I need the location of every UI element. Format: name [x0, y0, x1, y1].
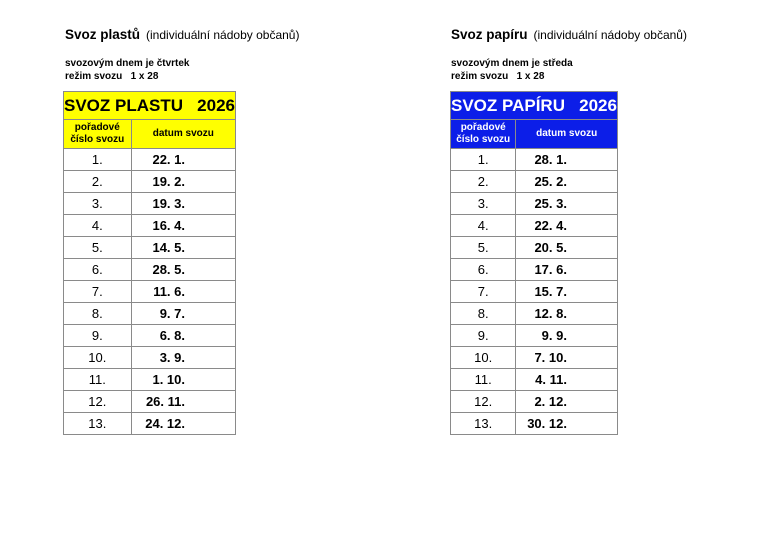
paper-heading-title: Svoz papíru: [451, 27, 528, 42]
paper-row-date-cell: [516, 149, 618, 171]
paper-row-number: 9.: [451, 325, 516, 347]
plastics-row-date-cell: [131, 149, 235, 171]
plastics-heading: [65, 27, 299, 42]
plastics-row-date-cell: [131, 259, 235, 281]
paper-row-number: 12.: [451, 391, 516, 413]
paper-collection-day: svozovým dnem je středa: [451, 58, 573, 69]
paper-row-date: 22. 4.: [534, 218, 567, 233]
plastics-row-date-cell: [131, 281, 235, 303]
plastics-row-number: 8.: [64, 303, 132, 325]
paper-row-number: 11.: [451, 369, 516, 391]
paper-row-date: 28. 1.: [534, 152, 567, 167]
plastics-row-date: 28. 5.: [152, 262, 185, 277]
paper-row-number: 4.: [451, 215, 516, 237]
plastics-row-date: 22. 1.: [152, 152, 185, 167]
plastics-row-number: 4.: [64, 215, 132, 237]
paper-row: [451, 193, 618, 215]
plastics-row: [64, 171, 236, 193]
paper-row: [451, 325, 618, 347]
plastics-info: [65, 57, 190, 83]
paper-row: [451, 259, 618, 281]
paper-row-date: 25. 2.: [534, 174, 567, 189]
plastics-row-number: 7.: [64, 281, 132, 303]
plastics-row: [64, 259, 236, 281]
paper-row-date: 9. 9.: [541, 328, 567, 343]
plastics-row: [64, 303, 236, 325]
paper-row-date: 4. 11.: [535, 372, 567, 387]
plastics-row: [64, 325, 236, 347]
paper-row-number: 8.: [451, 303, 516, 325]
plastics-row-date-cell: [131, 391, 235, 413]
plastics-row-number: 1.: [64, 149, 132, 171]
plastics-row-date: 16. 4.: [152, 218, 185, 233]
plastics-row-date: 11. 6.: [153, 284, 185, 299]
plastics-row-number: 12.: [64, 391, 132, 413]
paper-row-date-cell: [516, 303, 618, 325]
plastics-row-date-cell: [131, 369, 235, 391]
paper-row-date: 12. 8.: [534, 306, 567, 321]
plastics-table-title: SVOZ PLASTU 2026: [64, 92, 236, 120]
plastics-heading-subtitle: (individuální nádoby občanů): [146, 28, 300, 42]
plastics-row: [64, 347, 236, 369]
plastics-row-date: 26. 11.: [145, 394, 185, 409]
plastics-row-date-cell: [131, 215, 235, 237]
plastics-row: [64, 215, 236, 237]
paper-row-date-cell: [516, 193, 618, 215]
plastics-row-date: 6. 8.: [159, 328, 185, 343]
plastics-row-date: 24. 12.: [145, 416, 185, 431]
paper-row: [451, 237, 618, 259]
paper-row: [451, 281, 618, 303]
paper-row-date: 15. 7.: [534, 284, 567, 299]
paper-row: [451, 303, 618, 325]
paper-row: [451, 171, 618, 193]
plastics-row-date: 9. 7.: [159, 306, 185, 321]
paper-row: [451, 347, 618, 369]
plastics-row-date: 3. 9.: [159, 350, 185, 365]
paper-heading-subtitle: (individuální nádoby občanů): [533, 28, 687, 42]
paper-row: [451, 149, 618, 171]
paper-collection-mode: režim svozu 1 x 28: [451, 71, 545, 82]
plastics-row: [64, 237, 236, 259]
plastics-row: [64, 149, 236, 171]
paper-row: [451, 215, 618, 237]
plastics-row-date: 19. 2.: [152, 174, 185, 189]
plastics-col-header-date: datum svozu: [131, 120, 235, 149]
paper-row-number: 6.: [451, 259, 516, 281]
plastics-row-date-cell: [131, 325, 235, 347]
plastics-heading-title: Svoz plastů: [65, 27, 141, 42]
paper-row: [451, 369, 618, 391]
plastics-row: [64, 413, 236, 435]
plastics-row-date: 19. 3.: [152, 196, 185, 211]
plastics-col-header-number: pořadové číslo svozu: [64, 120, 132, 149]
plastics-row-number: 13.: [64, 413, 132, 435]
paper-row-date: 20. 5.: [534, 240, 567, 255]
paper-row-date-cell: [516, 369, 618, 391]
paper-row-number: 2.: [451, 171, 516, 193]
paper-row-date: 30. 12.: [527, 416, 567, 431]
plastics-row-number: 10.: [64, 347, 132, 369]
plastics-row-date-cell: [131, 303, 235, 325]
paper-row-date: 7. 10.: [534, 350, 567, 365]
plastics-row: [64, 369, 236, 391]
plastics-row-date: 14. 5.: [152, 240, 185, 255]
paper-info: [451, 57, 573, 83]
paper-row-date-cell: [516, 237, 618, 259]
paper-row-date-cell: [516, 391, 618, 413]
plastics-row-number: 5.: [64, 237, 132, 259]
paper-row-date: 25. 3.: [534, 196, 567, 211]
plastics-row-date-cell: [131, 413, 235, 435]
plastics-row-number: 9.: [64, 325, 132, 347]
paper-row-date: 17. 6.: [534, 262, 567, 277]
paper-row-number: 1.: [451, 149, 516, 171]
paper-row-date-cell: [516, 413, 618, 435]
plastics-row-date-cell: [131, 237, 235, 259]
paper-heading: [451, 27, 687, 42]
plastics-row-number: 6.: [64, 259, 132, 281]
paper-col-header-date: datum svozu: [516, 120, 618, 149]
paper-row-date: 2. 12.: [534, 394, 567, 409]
plastics-row-number: 11.: [64, 369, 132, 391]
paper-row-number: 3.: [451, 193, 516, 215]
plastics-row: [64, 281, 236, 303]
paper-row-number: 10.: [451, 347, 516, 369]
paper-row-date-cell: [516, 347, 618, 369]
plastics-row-date-cell: [131, 347, 235, 369]
plastics-row: [64, 193, 236, 215]
paper-row-number: 7.: [451, 281, 516, 303]
paper-row-number: 5.: [451, 237, 516, 259]
plastics-schedule-table: [63, 91, 236, 435]
plastics-row-number: 3.: [64, 193, 132, 215]
paper-col-header-number: pořadové číslo svozu: [451, 120, 516, 149]
paper-row-date-cell: [516, 281, 618, 303]
paper-row-date-cell: [516, 259, 618, 281]
plastics-row-date-cell: [131, 171, 235, 193]
plastics-row-date-cell: [131, 193, 235, 215]
paper-row: [451, 413, 618, 435]
plastics-row-date: 1. 10.: [152, 372, 185, 387]
plastics-collection-day: svozovým dnem je čtvrtek: [65, 58, 190, 69]
paper-table-title: SVOZ PAPÍRU 2026: [451, 92, 618, 120]
paper-row-date-cell: [516, 171, 618, 193]
paper-row-date-cell: [516, 325, 618, 347]
paper-row-date-cell: [516, 215, 618, 237]
plastics-row: [64, 391, 236, 413]
paper-schedule-table: [450, 91, 618, 435]
plastics-collection-mode: režim svozu 1 x 28: [65, 71, 159, 82]
paper-row-number: 13.: [451, 413, 516, 435]
plastics-row-number: 2.: [64, 171, 132, 193]
paper-row: [451, 391, 618, 413]
